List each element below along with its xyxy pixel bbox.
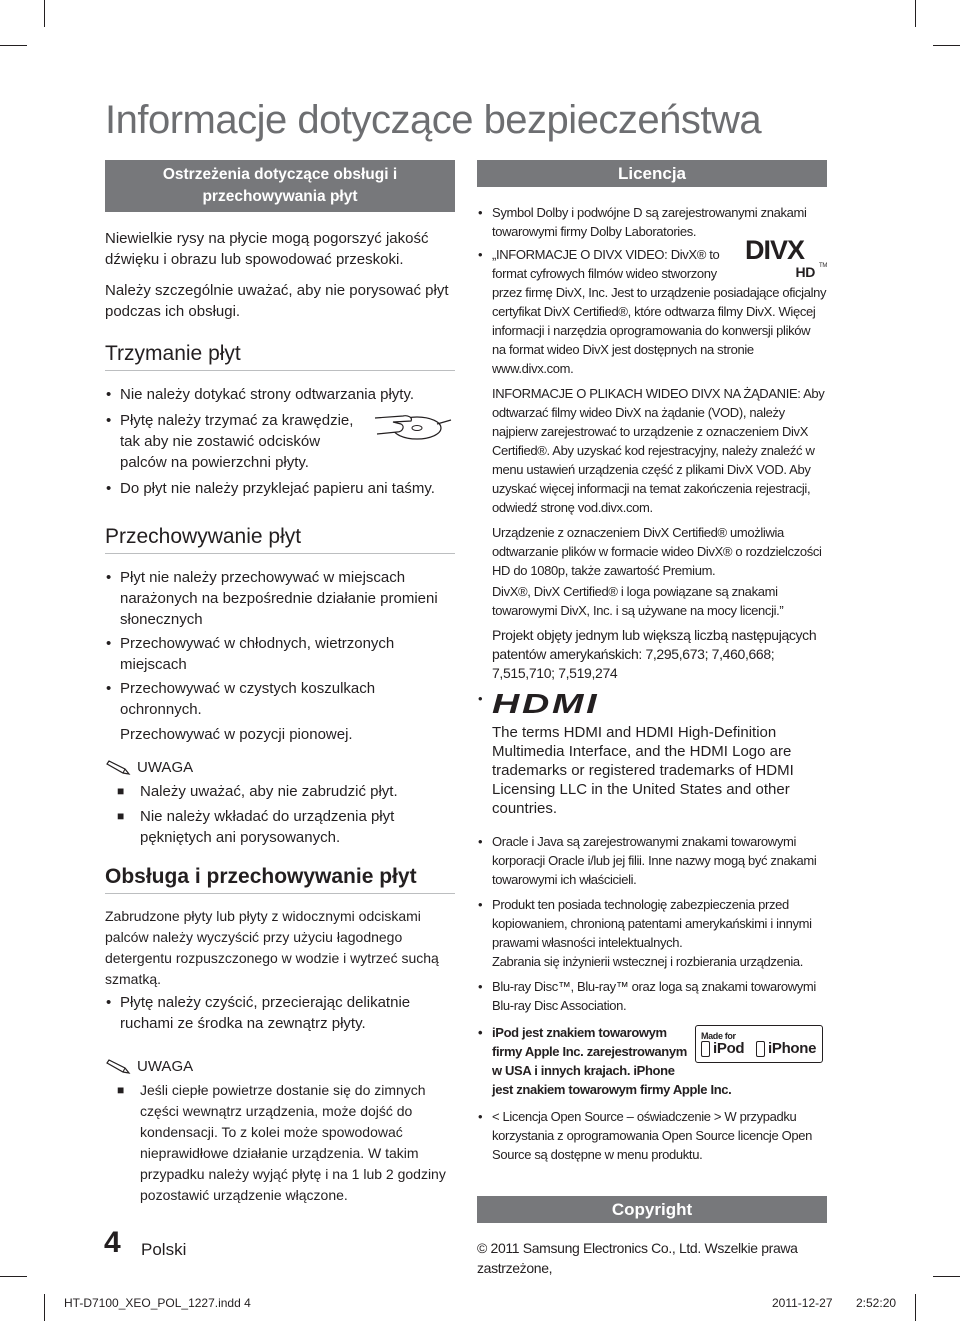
- list-item: ■ Należy uważać, aby nie zabrudzić płyt.: [117, 783, 398, 800]
- bullet-icon: •: [478, 979, 483, 994]
- bullet-icon: •: [106, 386, 112, 403]
- page-language: Polski: [141, 1240, 187, 1259]
- left-column: [105, 160, 455, 1206]
- crop-mark: [915, 1294, 916, 1321]
- bullet-icon: •: [478, 1025, 483, 1040]
- list-item: • Made for iPod iPhone iPod jest znakiem towarowym firmy Apple Inc. zarejestrowanym w USA i innych krajach. iPhone jest znakiem towarowym firmy Apple Inc.: [477, 1023, 827, 1099]
- note-heading: UWAGA: [105, 1058, 455, 1075]
- list-item: • Płyt nie należy przechowywać w miejscach narażonych na bezpośrednie działanie promieni słonecznych: [106, 569, 438, 628]
- crop-mark: [44, 0, 45, 27]
- list-item: [477, 689, 827, 818]
- note-list: [105, 1080, 455, 1206]
- license-list: [477, 203, 827, 1164]
- bullet-icon: •: [478, 247, 483, 262]
- iphone-icon: [756, 1041, 765, 1057]
- bullet-icon: •: [478, 691, 483, 706]
- crop-mark: [933, 45, 960, 46]
- list-item: • Symbol Dolby i podwójne D są zarejestrowanymi znakami towarowymi firmy Dolby Laboratories.: [478, 205, 807, 239]
- warning-paragraph: Należy szczególnie uważać, aby nie porysować płyt podczas ich obsługi.: [105, 282, 449, 320]
- list-item: ■ Nie należy wkładać do urządzenia płyt pękniętych ani porysowanych.: [117, 808, 395, 846]
- bullet-icon: •: [106, 680, 112, 697]
- imprint-file-name: HT-D7100_XEO_POL_1227.indd 4: [64, 1296, 251, 1310]
- list-item: • Nie należy dotykać strony odtwarzania płyty.: [106, 386, 415, 403]
- bullet-icon: •: [106, 569, 112, 586]
- list-item: • Płytę należy trzymać za krawędzie, tak aby nie zostawić odcisków palców na powierzchni płyty.: [105, 410, 455, 473]
- hdmi-paragraph: The terms HDMI and HDMI High-Definition Multimedia Interface, and the HDMI Logo are trademarks or registered trademarks of HDMI Licensing LLC in the United States and other countries.: [492, 724, 794, 817]
- section-heading-care: Obsługa i przechowywanie płyt: [105, 865, 455, 894]
- list-item: • Blu-ray Disc™, Blu-ray™ oraz loga są znakami towarowymi Blu-ray Disc Association.: [478, 979, 816, 1013]
- pencil-note-icon: [105, 760, 131, 776]
- copyright-header: Copyright: [477, 1196, 827, 1223]
- crop-mark: [44, 1294, 45, 1321]
- list-item: • Przechowywać w chłodnych, wietrzonych miejscach: [106, 635, 395, 673]
- divx-logo: DIVX TM HD: [745, 235, 827, 280]
- care-list: [105, 992, 455, 1034]
- note-heading: UWAGA: [105, 759, 455, 776]
- bullet-icon: •: [478, 834, 483, 849]
- crop-mark: [0, 1276, 27, 1277]
- list-item: ■ Jeśli ciepłe powietrze dostanie się do zimnych części wewnątrz urządzenia, może dojść do kondensacji. To z kolei może spowodować nieprawidłowe działanie urządzenia. W takim przypadku należy wyjąć płytę i na 1 lub 2 godziny pozostawić urządzenie włączone.: [117, 1082, 446, 1203]
- page-number: 4: [104, 1226, 121, 1259]
- imprint-time: 2:52:20: [856, 1296, 897, 1310]
- square-bullet-icon: ■: [117, 784, 125, 798]
- ipod-icon: [701, 1041, 710, 1057]
- crop-mark: [0, 45, 27, 46]
- note-list: [105, 781, 455, 848]
- square-bullet-icon: ■: [117, 1083, 125, 1097]
- imprint-date: 2011-12-27: [772, 1296, 833, 1310]
- holding-list: [105, 384, 455, 499]
- hdmi-logo: HDMI: [492, 688, 600, 719]
- bullet-icon: •: [106, 480, 112, 497]
- hand-holding-disc-icon: [373, 408, 455, 452]
- bullet-icon: •: [106, 994, 112, 1011]
- square-bullet-icon: ■: [117, 809, 125, 823]
- made-for-ipod-iphone-badge: Made for iPod iPhone: [695, 1025, 823, 1063]
- list-item: • Do płyt nie należy przyklejać papieru ani taśmy.: [106, 480, 435, 497]
- divx-paragraph: INFORMACJE O PLIKACH WIDEO DIVX NA ŻĄDANIE: Aby odtwarzać filmy wideo DivX na żądanie (VOD), należy najpierw zarejestrować to urządzenie z oznaczeniem DivX Certified®. Aby uzyskać kod rejestracyjny, należy znaleźć w menu ustawień urządzenia część z plikami DivX VOD. Aby uzyskać więcej informacji na temat zakończenia rejestracji, odwiedź stronę vod.divx.com.: [492, 386, 825, 515]
- divx-paragraph: Urządzenie z oznaczeniem DivX Certified® umożliwia odtwarzanie plików w formacie wideo DivX® o rozdzielczości HD do 1080p, także zawartość Premium.: [492, 525, 822, 578]
- warning-header: Ostrzeżenia dotyczące obsługi i przechowywania płyt: [105, 160, 455, 212]
- bullet-icon: •: [478, 897, 483, 912]
- divx-paragraph: Projekt objęty jednym lub większą liczbą następujących patentów amerykańskich: 7,295,673; 7,460,668; 7,515,710; 7,519,274: [492, 627, 817, 681]
- list-item: • Produkt ten posiada technologię zabezpieczenia przed kopiowaniem, chronioną patentami amerykańskimi i innymi prawami własności intelektualnych. Zabrania się inżynierii wstecznej i rozbierania urządzenia.: [477, 895, 827, 971]
- bullet-icon: •: [106, 635, 112, 652]
- pencil-note-icon: [105, 1059, 131, 1075]
- warning-paragraph: Niewielkie rysy na płycie mogą pogorszyć jakość dźwięku i obrazu lub spowodować przeskoki.: [105, 230, 429, 268]
- protection-paragraph: Zabrania się inżynierii wstecznej i rozbierania urządzenia.: [492, 954, 804, 969]
- list-item: • < Licencja Open Source – oświadczenie > W przypadku korzystania z oprogramowania Open Source licencje Open Source są dostępne w menu produktu.: [478, 1109, 813, 1162]
- storage-list: [105, 567, 455, 720]
- license-header: Licencja: [477, 160, 827, 187]
- crop-mark: [933, 1276, 960, 1277]
- section-heading-holding: Trzymanie płyt: [105, 342, 455, 371]
- list-item: • DIVX TM HD „INFORMACJE O DIVX VIDEO: DivX® to format cyfrowych filmów wideo stworzony przez firmę DivX, Inc. Jest to urządzenie posiadające oficjalny certyfikat DivX Certified®, które odtwarza filmy DivX. Więcej informacji i narzędzia oprogramowania do konwersji plików na format wideo DivX jest dostępnych na stronie www.divx.com. INFORMACJE O PLIKACH WIDEO DIVX NA ŻĄDANIE: Aby odtwarzać filmy wideo DivX na żądanie (VOD), należy najpierw zarejestrować to urządzenie z oznaczeniem DivX Certified®. Aby uzyskać kod rejestracyjny, należy znaleźć w menu ustawień urządzenia część z plikami DivX VOD. Aby uzyskać więcej informacji na temat zakończenia rejestracji, odwiedź stronę vod.divx.com. Urządzenie z oznaczeniem DivX Certified® umożliwia odtwarzanie plików w formacie wideo DivX® o rozdzielczości HD do 1080p, także zawartość Premium. DivX®, DivX Certified® i loga powiązane są znakami towarowymi DivX, Inc. i są używane na mocy licencji.” Projekt objęty jednym lub większą liczbą następujących patentów amerykańskich: 7,295,673; 7,460,668; 7,515,710; 7,519,274: [478, 235, 827, 681]
- care-paragraph: Zabrudzone płyty lub płyty z widocznymi odciskami palców należy wyczyścić przy użyciu łagodnego detergentu rozpuszczonego w wodzie i wytrzeć suchą szmatką.: [105, 908, 439, 987]
- storage-extra: Przechowywać w pozycji pionowej.: [120, 726, 353, 743]
- bullet-icon: •: [478, 205, 483, 220]
- list-item: • Oracle i Java są zarejestrowanymi znakami towarowymi korporacji Oracle i/lub jej filii. Inne nazwy mogą być znakami towarowymi ich właścicieli.: [478, 834, 817, 887]
- right-column: [477, 160, 827, 1278]
- list-item: • Płytę należy czyścić, przecierając delikatnie ruchami ze środka na zewnątrz płyty.: [106, 994, 411, 1032]
- crop-mark: [915, 0, 916, 27]
- copyright-text: © 2011 Samsung Electronics Co., Ltd. Wszelkie prawa zastrzeżone,: [477, 1240, 798, 1276]
- page-title: Informacje dotyczące bezpieczeństwa: [105, 98, 762, 142]
- list-item: • Przechowywać w czystych koszulkach ochronnych.: [106, 680, 376, 718]
- bullet-icon: •: [478, 1109, 483, 1124]
- divx-paragraph: DivX®, DivX Certified® i loga powiązane są znakami towarowymi DivX, Inc. i są używane na mocy licencji.”: [492, 584, 784, 618]
- bullet-icon: •: [106, 412, 112, 429]
- section-heading-storage: Przechowywanie płyt: [105, 525, 455, 554]
